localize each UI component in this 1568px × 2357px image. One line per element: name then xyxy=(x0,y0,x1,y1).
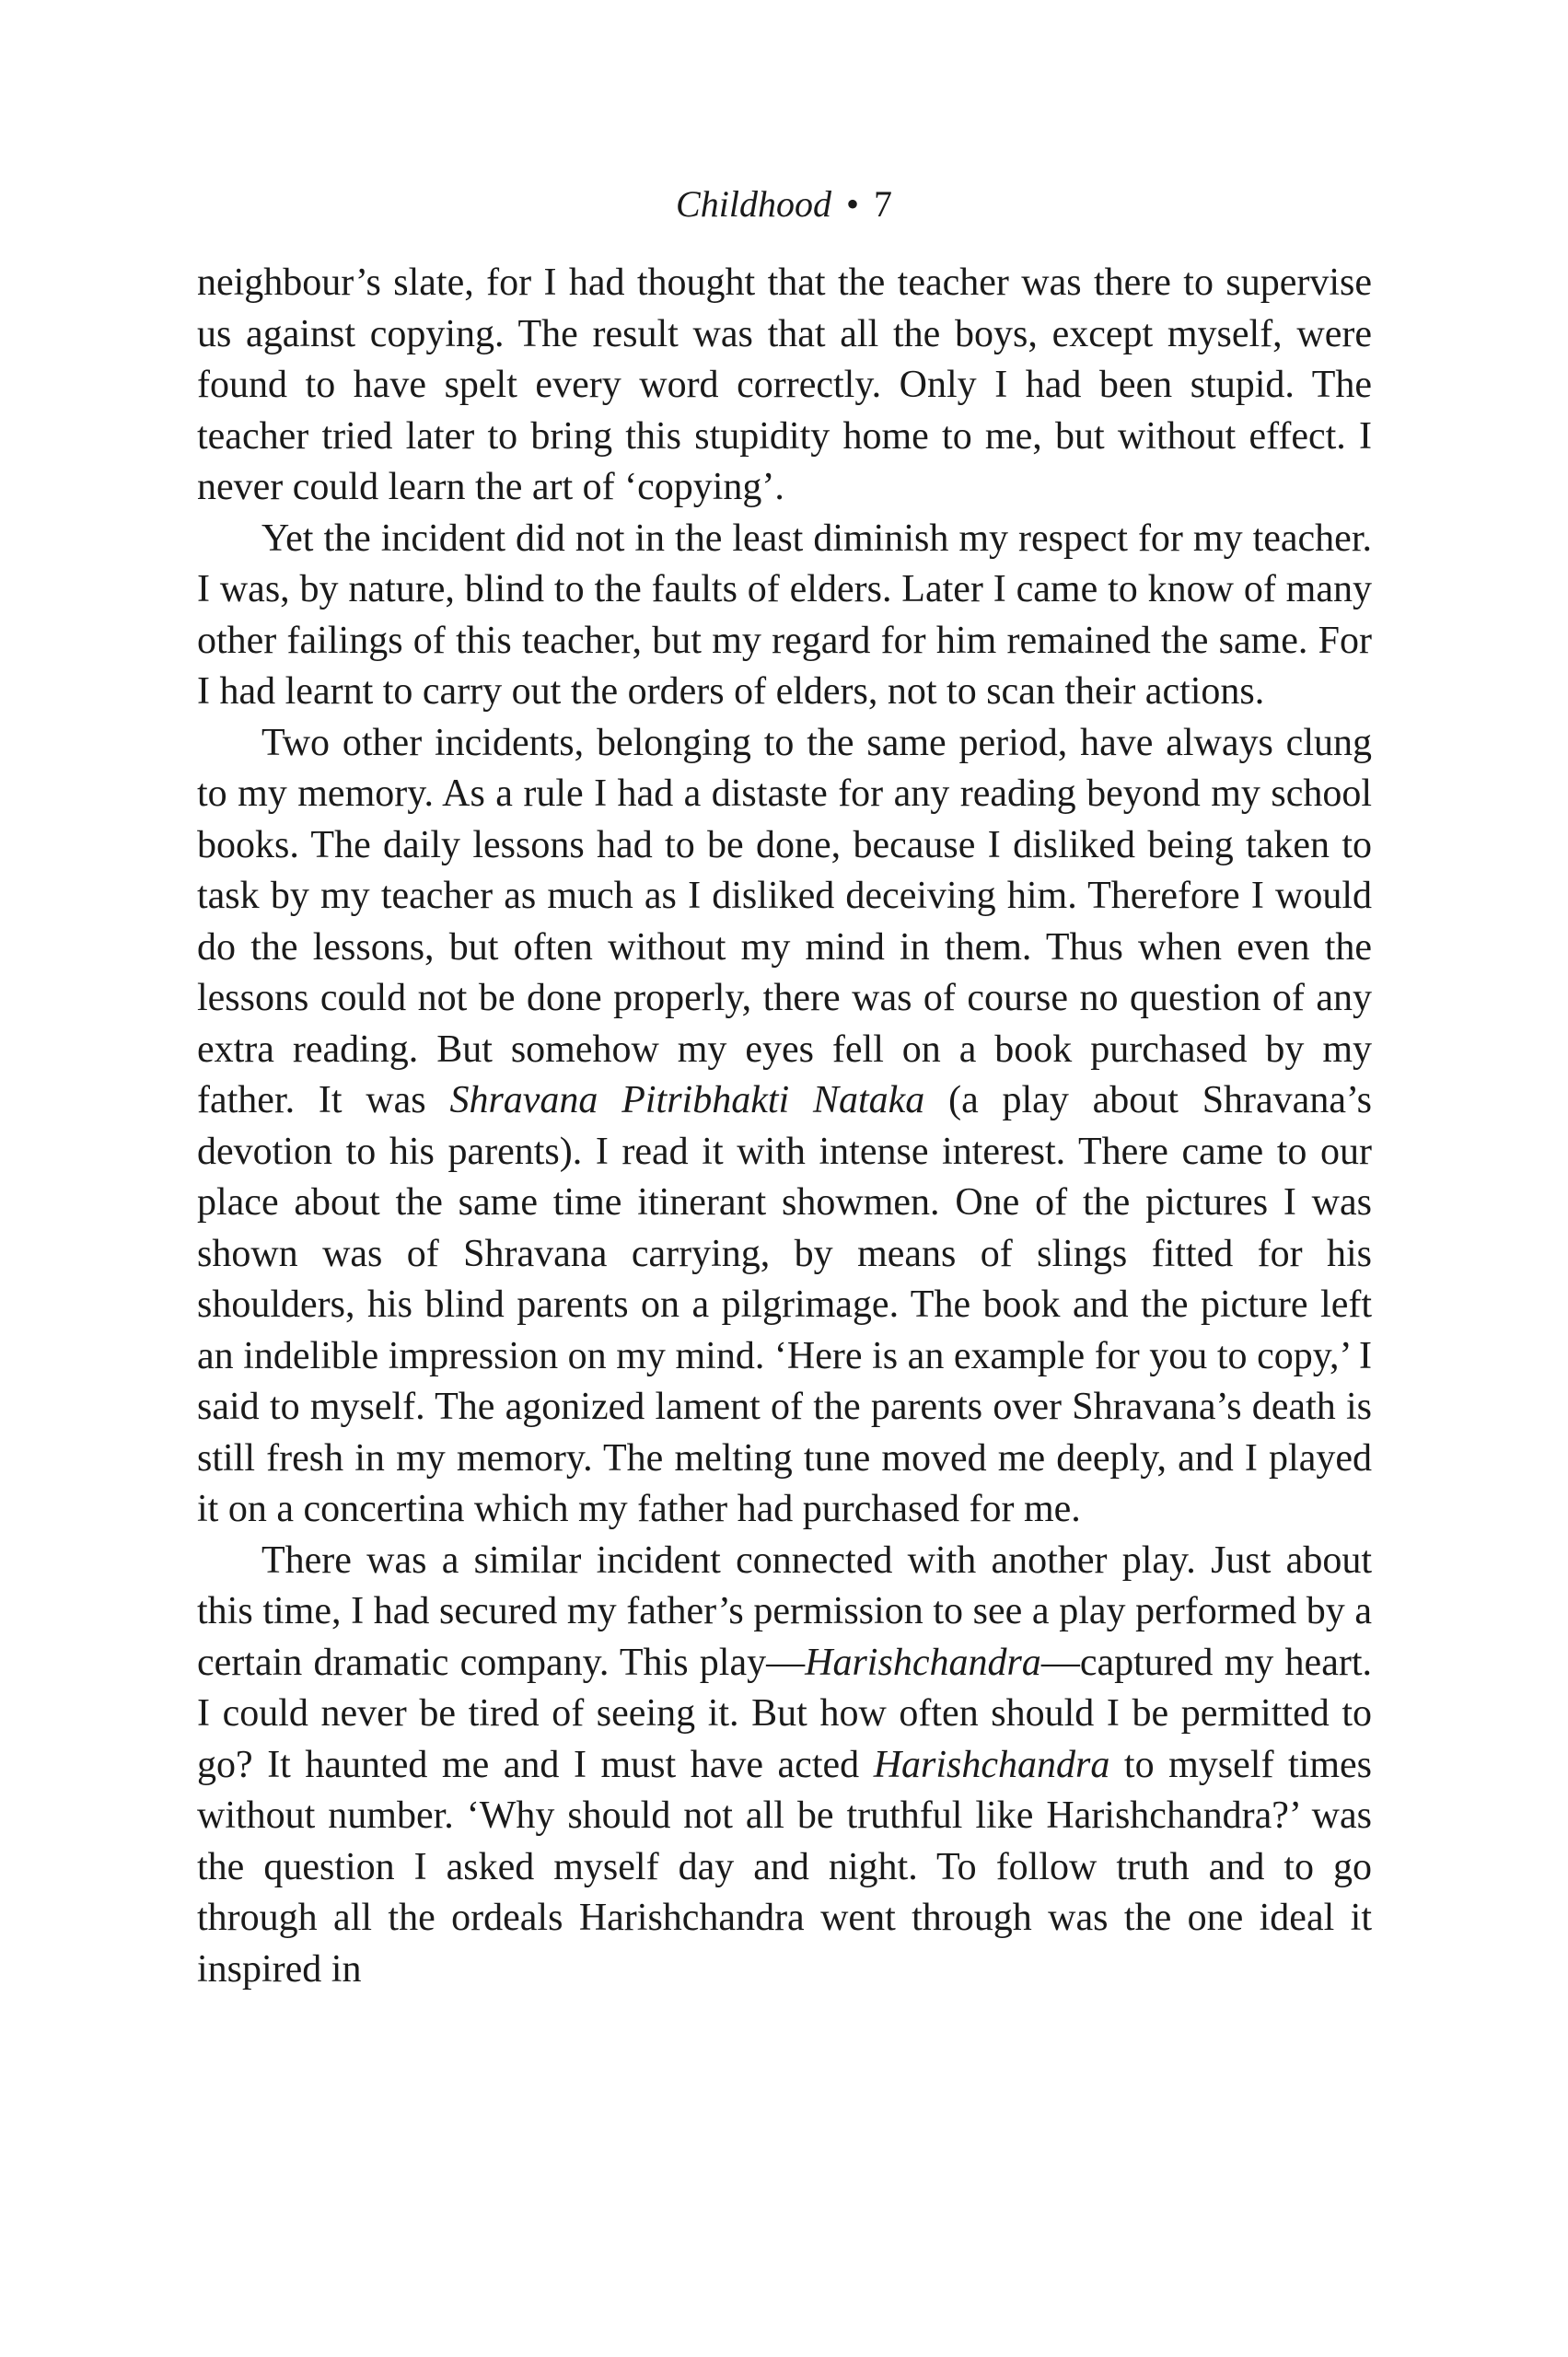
running-head xyxy=(0,177,1568,232)
book-title-shravana: Shravana Pitribhakti Nataka xyxy=(449,1079,925,1121)
paragraph-4-part-3: to myself times without number. ‘Why should not all be truthful like Harishchandra?’ was the question I asked myself day and night. To follow truth and to go through all the ordeals Harishchandra went through was the one ideal it inspired in xyxy=(197,1743,1372,1991)
paragraph-2: Yet the incident did not in the least diminish my respect for my teacher. I was, by nature, blind to the faults of elders. Later I came to know of many other failings of this teacher, but my regard for him remained the same. For I had learnt to carry out the orders of elders, not to scan their actions. xyxy=(197,517,1372,713)
paragraph-3-part-2: (a play about Shravana’s devotion to his parents). I read it with intense interest. There came to our place about the same time itinerant showmen. One of the pictures I was shown was of Shravana carrying, by means of slings fitted for his shoulders, his blind parents on a pilgrimage. The book and the picture left an indelible impression on my mind. ‘Here is an example for you to copy,’ I said to myself. The agonized lament of the parents over Shravana’s death is still fresh in my memory. The melting tune moved me deeply, and I played it on a concertina which my father had purchased for me. xyxy=(197,1079,1372,1530)
play-title-harishchandra: Harishchandra xyxy=(805,1641,1041,1684)
paragraph-1: neighbour’s slate, for I had thought that the teacher was there to supervise us against copying. The result was that all the boys, except myself, were found to have spelt every word correctly. Only I had been stupid. The teacher tried later to bring this stupidity home to me, but without effect. I never could learn the art of ‘copying’. xyxy=(197,261,1372,508)
page-number: 7 xyxy=(873,183,892,225)
chapter-title: Childhood xyxy=(676,183,831,225)
paragraph-3 xyxy=(197,718,1372,1536)
paragraph-4-part-2: —captured my heart. I could never be tired of seeing it. But how often should I be permitted to go? It haunted me and I must have acted xyxy=(197,1641,1372,1786)
paragraph-4 xyxy=(197,1536,1372,1996)
body-text xyxy=(197,258,1372,1995)
header-separator: • xyxy=(845,183,859,225)
paragraph-3-part-1: Two other incidents, belonging to the same period, have always clung to my memory. As a rule I had a distaste for any reading beyond my school books. The daily lessons had to be done, because I disliked being taken to task by my teacher as much as I disliked deceiving him. Therefore I would do the lessons, but often without my mind in them. Thus when even the lessons could not be done properly, there was of course no question of any extra reading. But somehow my eyes fell on a book purchased by my father. It was xyxy=(197,721,1372,1121)
play-title-harishchandra-2: Harishchandra xyxy=(873,1743,1110,1786)
paragraph-4-part-1: There was a similar incident connected with another play. Just about this time, I had secured my father’s permission to see a play performed by a certain dramatic company. This play— xyxy=(197,1538,1372,1684)
